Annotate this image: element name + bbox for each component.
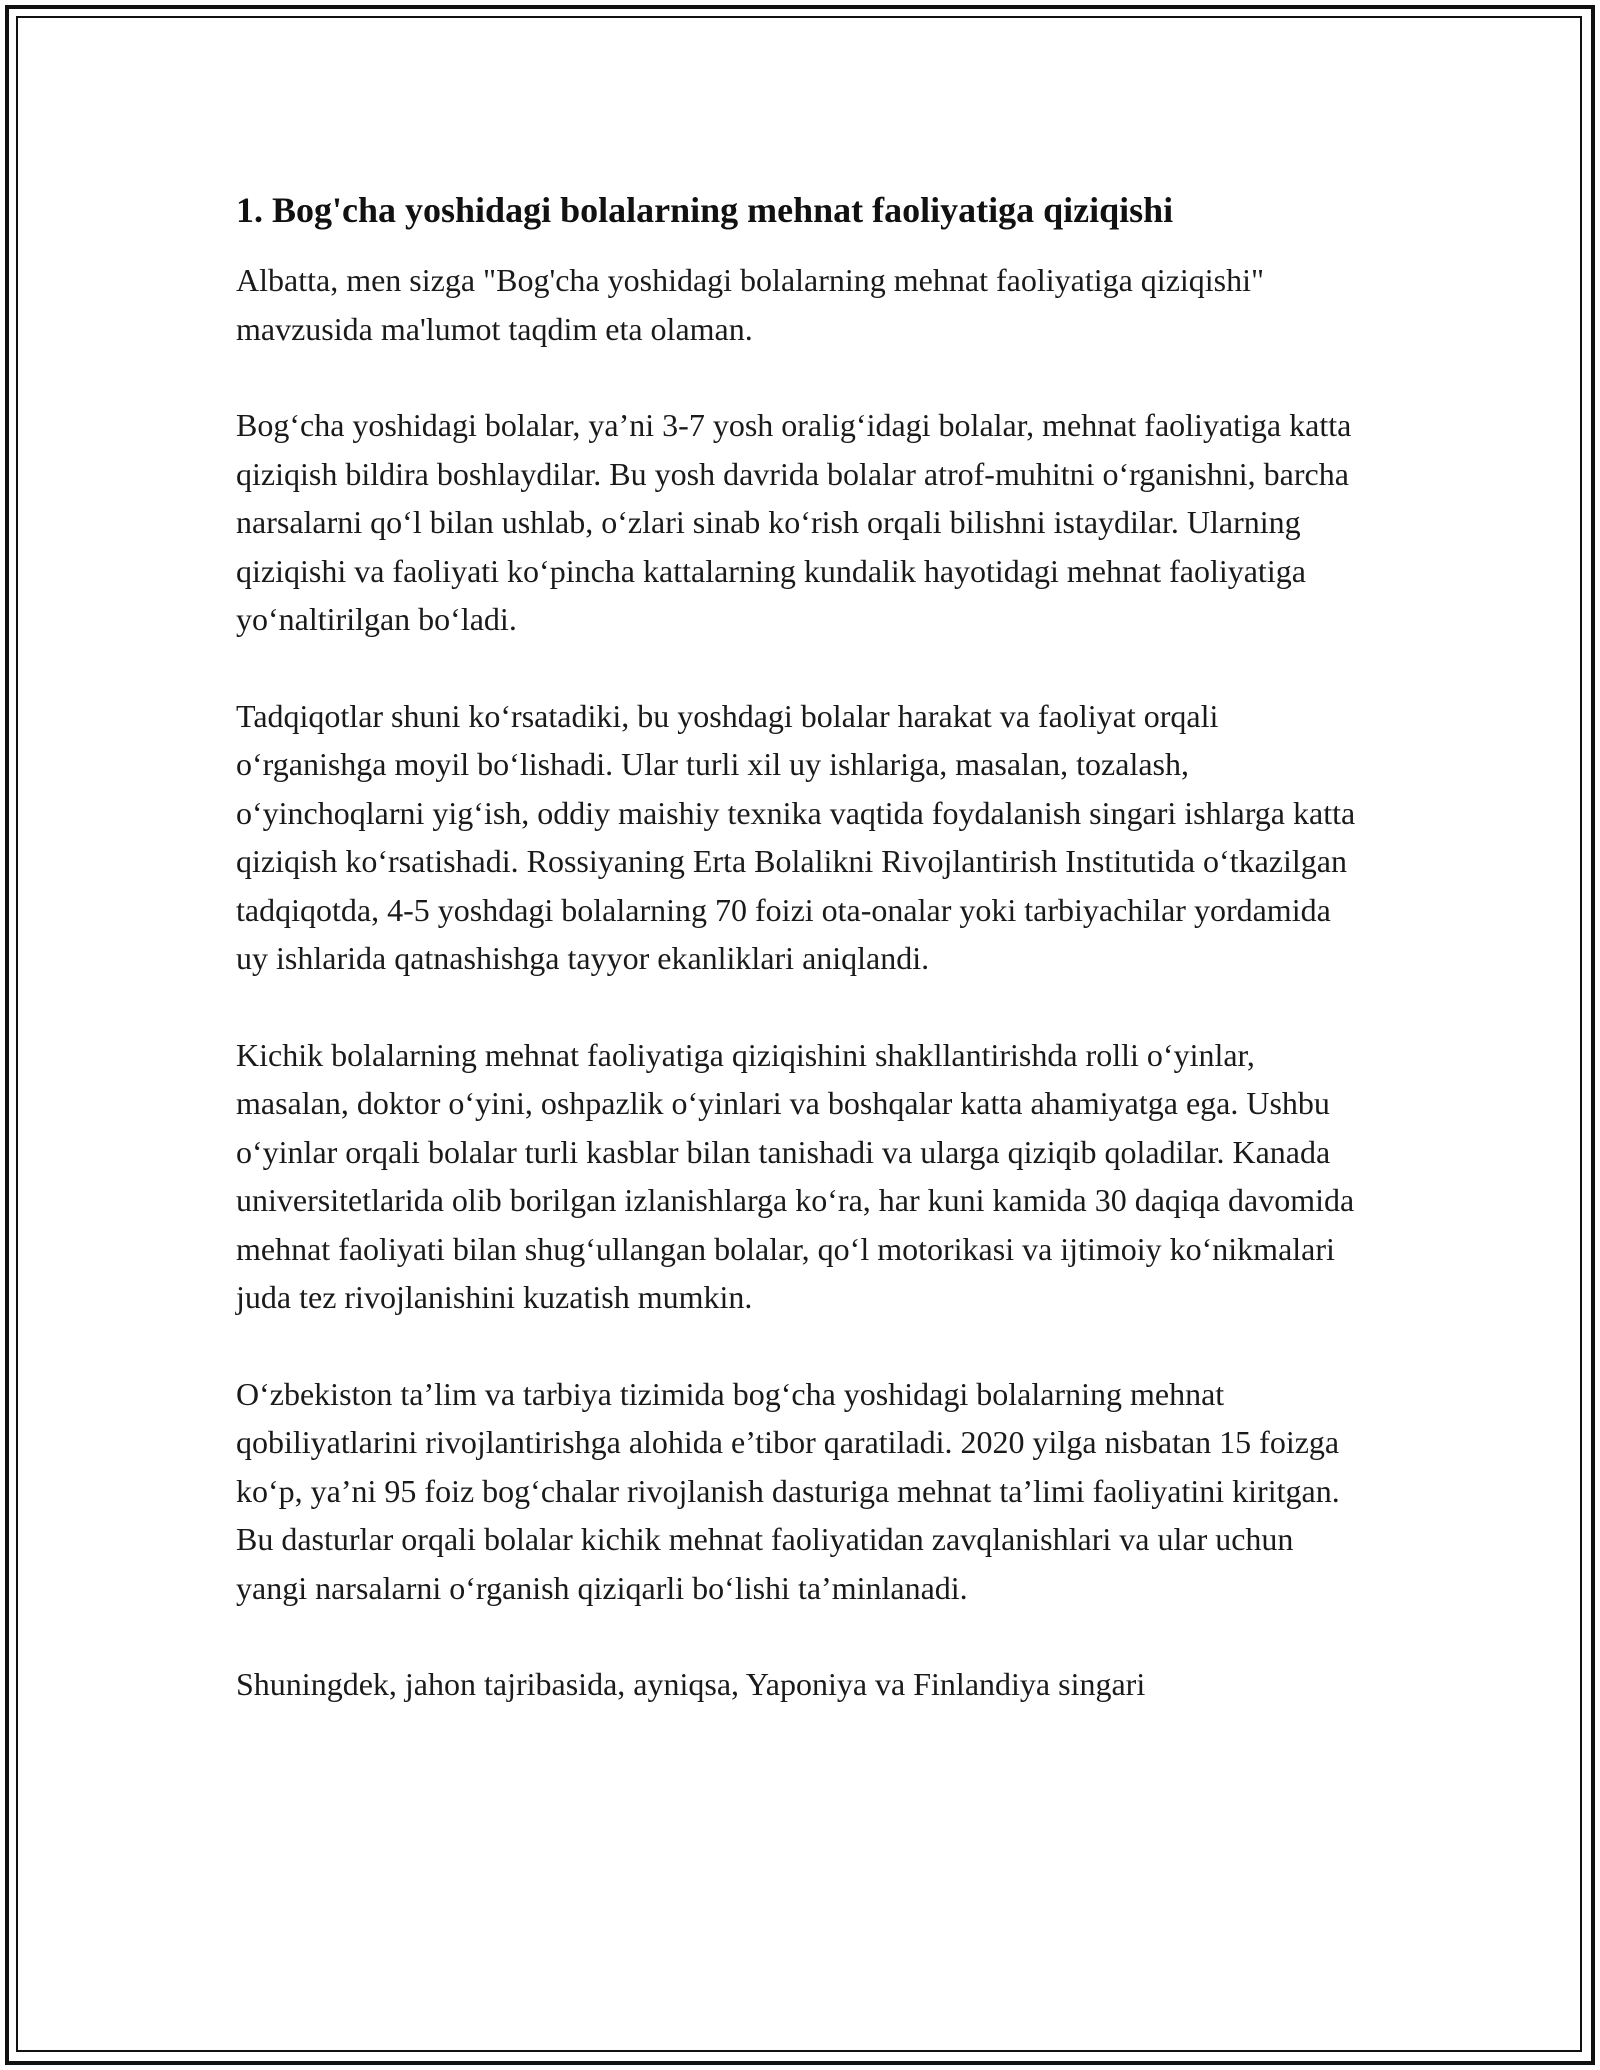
paragraph-role-play: Kichik bolalarning mehnat faoliyatiga qiziqishini shakllantirishda rolli o‘yinlar, masalan, doktor o‘yini, oshpazlik o‘yinlari va boshqalar katta ahamiyatga ega. Ushbu o‘yinlar orqali bolalar turli kasblar bilan tanishadi va ularga qiziqib qoladilar. Kanada universitetlarida olib borilgan izlanishlarga ko‘ra, har kuni kamida 30 daqiqa davomida mehnat faoliyati bilan shug‘ullangan bolalar, qo‘l motorikasi va ijtimoiy ko‘nikmalari juda tez rivojlanishini kuzatish mumkin. [236,1036,1355,1315]
paragraph-world-experience: Shuningdek, jahon tajribasida, ayniqsa, Yaponiya va Finlandiya singari [236,1666,1146,1702]
document-body [236,186,1366,1757]
paragraph-uzbekistan: O‘zbekiston ta’lim va tarbiya tizimida bog‘cha yoshidagi bolalarning mehnat qobiliyatlarini rivojlantirishga alohida e’tibor qaratiladi. 2020 yilga nisbatan 15 foizga ko‘p, ya’ni 95 foiz bog‘chalar rivojlanish dasturiga mehnat ta’limi faoliyatini kiritgan. Bu dasturlar orqali bolalar kichik mehnat faoliyatidan zavqlanishlari va ular uchun yangi narsalarni o‘rganish qiziqarli bo‘lishi ta’minlanadi. [236,1375,1340,1606]
paragraph-age-interest: Bog‘cha yoshidagi bolalar, ya’ni 3-7 yosh oralig‘idagi bolalar, mehnat faoliyatiga katta qiziqish bildira boshlaydilar. Bu yosh davrida bolalar atrof-muhitni o‘rganishni, barcha narsalarni qo‘l bilan ushlab, o‘zlari sinab ko‘rish orqali bilishni istaydilar. Ularning qiziqishi va faoliyati ko‘pincha kattalarning kundalik hayotidagi mehnat faoliyatiga yo‘naltirilgan bo‘ladi. [236,407,1352,637]
section-heading: 1. Bog'cha yoshidagi bolalarning mehnat faoliyatiga qiziqishi [236,190,1174,230]
paragraph-intro: Albatta, men sizga "Bog'cha yoshidagi bolalarning mehnat faoliyatiga qiziqishi" mavzusida ma'lumot taqdim eta olaman. [236,262,1265,347]
paragraph-research: Tadqiqotlar shuni ko‘rsatadiki, bu yoshdagi bolalar harakat va faoliyat orqali o‘rganishga moyil bo‘lishadi. Ular turli xil uy ishlariga, masalan, tozalash, o‘yinchoqlarni yig‘ish, oddiy maishiy texnika vaqtida foydalanish singari ishlarga katta qiziqish ko‘rsatishadi. Rossiyaning Erta Bolalikni Rivojlantirish Institutida o‘tkazilgan tadqiqotda, 4-5 yoshdagi bolalarning 70 foizi ota-onalar yoki tarbiyachilar yordamida uy ishlarida qatnashishga tayyor ekanliklari aniqlandi. [236,697,1356,976]
